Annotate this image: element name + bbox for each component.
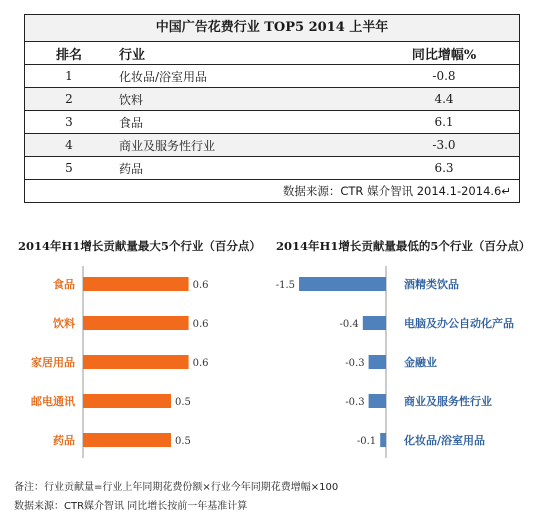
table-row — [25, 111, 519, 134]
table-row — [25, 157, 519, 180]
table-row — [25, 88, 519, 111]
right-bar — [380, 433, 386, 447]
left-category-label: 饮料 — [53, 317, 75, 330]
left-bar — [83, 355, 189, 369]
cell-change: -3.0 — [369, 134, 519, 157]
left-value-label: 0.6 — [192, 280, 209, 291]
cell-industry: 饮料 — [113, 88, 369, 111]
right-value-label: -0.3 — [345, 397, 365, 408]
cell-change: -0.8 — [369, 65, 519, 88]
left-value-label: 0.5 — [175, 397, 191, 408]
ranking-table — [24, 14, 520, 203]
right-category-label: 金融业 — [404, 356, 437, 369]
right-value-label: -1.5 — [275, 280, 295, 291]
cell-industry: 商业及服务性行业 — [113, 134, 369, 157]
right-category-label: 化妆品/浴室用品 — [404, 434, 486, 447]
cell-change: 6.1 — [369, 111, 519, 134]
left-bar — [83, 277, 189, 291]
right-category-label: 商业及服务性行业 — [404, 395, 492, 408]
cell-industry: 化妆品/浴室用品 — [113, 65, 369, 88]
right-bar — [363, 316, 386, 330]
cell-rank: 3 — [25, 111, 113, 134]
left-value-label: 0.6 — [192, 358, 209, 369]
table-source: 数据来源：CTR 媒介智讯 2014.1-2014.6↵ — [282, 184, 511, 198]
right-value-label: -0.1 — [356, 436, 377, 447]
left-bar — [83, 394, 171, 408]
cell-rank: 1 — [25, 65, 113, 88]
left-category-label: 药品 — [53, 434, 75, 447]
right-bar — [299, 277, 386, 291]
header-industry: 行业 — [113, 42, 369, 65]
cell-rank: 5 — [25, 157, 113, 180]
right-value-label: -0.4 — [339, 319, 359, 330]
left-value-label: 0.6 — [192, 319, 209, 330]
left-bar — [83, 316, 189, 330]
left-chart-title: 2014年H1增长贡献量最大5个行业（百分点） — [18, 239, 261, 253]
ranking-grid — [25, 42, 519, 180]
footnote-formula: 备注：行业贡献量=行业上年同期花费份额×行业今年同期花费增幅×100 — [14, 482, 339, 493]
header-change: 同比增幅% — [369, 42, 519, 65]
table-header-row — [25, 42, 519, 65]
cell-change: 6.3 — [369, 157, 519, 180]
left-category-label: 食品 — [53, 278, 75, 291]
left-bar — [83, 433, 171, 447]
footnote-source: 数据来源：CTR媒介智讯 同比增长按前一年基准计算 — [14, 501, 248, 512]
right-chart-title: 2014年H1增长贡献量最低的5个行业（百分点） — [276, 239, 531, 253]
header-rank: 排名 — [25, 42, 113, 65]
right-category-label: 电脑及办公自动化产品 — [404, 317, 514, 330]
table-row — [25, 134, 519, 157]
cell-industry: 药品 — [113, 157, 369, 180]
table-row — [25, 65, 519, 88]
left-value-label: 0.5 — [175, 436, 191, 447]
right-bar — [369, 394, 386, 408]
bar-charts — [0, 250, 540, 470]
cell-change: 4.4 — [369, 88, 519, 111]
table-title: 中国广告花费行业 TOP5 2014 上半年 — [25, 15, 519, 42]
cell-industry: 食品 — [113, 111, 369, 134]
right-bar — [369, 355, 386, 369]
left-category-label: 家居用品 — [31, 356, 75, 369]
cell-rank: 2 — [25, 88, 113, 111]
right-category-label: 酒精类饮品 — [404, 278, 459, 291]
right-value-label: -0.3 — [345, 358, 365, 369]
cell-rank: 4 — [25, 134, 113, 157]
left-category-label: 邮电通讯 — [31, 395, 75, 408]
